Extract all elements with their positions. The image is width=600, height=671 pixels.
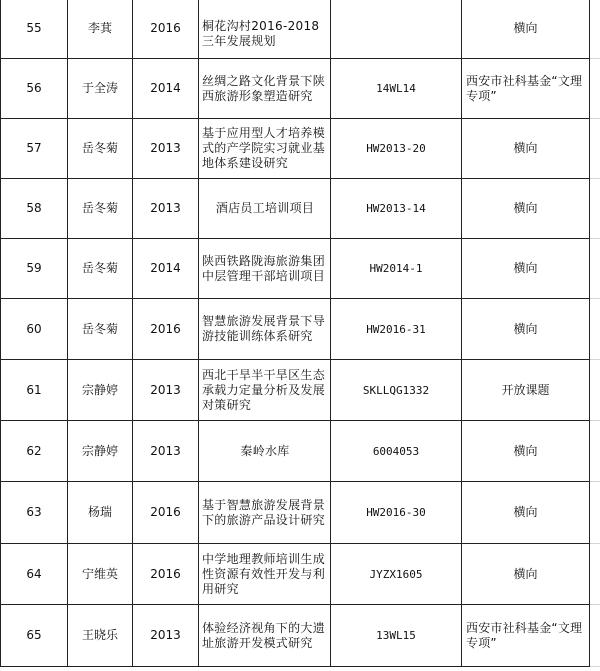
cell-project-title[interactable] — [199, 421, 331, 482]
cell-year[interactable]: 2013 — [133, 360, 199, 421]
cell-source[interactable]: 横向 — [462, 299, 590, 360]
table-row[interactable] — [1, 360, 600, 421]
cell-year[interactable]: 2016 — [133, 482, 199, 544]
table-row[interactable] — [1, 421, 600, 482]
project-title-text: 基于应用型人才培养模式的产学院实习就业基地体系建设研究 — [202, 126, 326, 170]
project-title-text: 中学地理教师培训生成性资源有效性开发与利用研究 — [202, 551, 326, 596]
cell-name[interactable]: 岳冬菊 — [68, 299, 133, 360]
cell-year[interactable]: 2013 — [133, 179, 199, 239]
cell-number[interactable]: 63 — [1, 482, 68, 544]
cell-year[interactable]: 2016 — [133, 544, 199, 605]
cell-number[interactable]: 58 — [1, 179, 68, 239]
cell-project-code[interactable]: SKLLQG1332 — [331, 360, 462, 421]
cell-number[interactable]: 62 — [1, 421, 68, 482]
cell-source[interactable]: 横向 — [462, 0, 590, 59]
cell-year[interactable]: 2013 — [133, 421, 199, 482]
cell-year[interactable]: 2014 — [133, 239, 199, 299]
cell-source[interactable]: 横向 — [462, 544, 590, 605]
cell-project-code[interactable]: HW2013-20 — [331, 119, 462, 179]
cell-name[interactable]: 岳冬菊 — [68, 179, 133, 239]
cell-project-title[interactable] — [199, 239, 331, 299]
cell-source[interactable]: 开放课题 — [462, 360, 590, 421]
cell-name[interactable]: 岳冬菊 — [68, 239, 133, 299]
cell-empty[interactable] — [590, 119, 600, 179]
cell-name[interactable]: 宗静婷 — [68, 360, 133, 421]
cell-empty[interactable] — [590, 0, 600, 59]
cell-project-code[interactable]: HW2016-30 — [331, 482, 462, 544]
project-title-text: 酒店员工培训项目 — [215, 201, 315, 215]
cell-project-title[interactable] — [199, 0, 331, 59]
cell-number[interactable]: 60 — [1, 299, 68, 360]
cell-empty[interactable] — [590, 59, 600, 119]
cell-project-title[interactable] — [199, 59, 331, 119]
cell-source[interactable]: 横向 — [462, 239, 590, 299]
project-title-text: 基于智慧旅游发展背景下的旅游产品设计研究 — [202, 497, 326, 527]
cell-empty[interactable] — [590, 299, 600, 360]
table-row[interactable] — [1, 0, 600, 59]
project-title-text: 智慧旅游发展背景下导游技能训练体系研究 — [202, 314, 326, 343]
cell-project-code[interactable]: HW2013-14 — [331, 179, 462, 239]
cell-name[interactable]: 王晓乐 — [68, 605, 133, 667]
cell-empty[interactable] — [590, 544, 600, 605]
cell-project-code[interactable] — [331, 0, 462, 59]
cell-name[interactable]: 杨瑞 — [68, 482, 133, 544]
cell-project-code[interactable]: 6004053 — [331, 421, 462, 482]
table-row[interactable] — [1, 482, 600, 544]
table-row[interactable] — [1, 299, 600, 360]
cell-project-title[interactable] — [199, 544, 331, 605]
cell-project-code[interactable]: JYZX1605 — [331, 544, 462, 605]
table-row[interactable] — [1, 179, 600, 239]
table-body — [1, 0, 600, 667]
cell-project-title[interactable] — [199, 605, 331, 667]
project-title-text: 体验经济视角下的大遗址旅游开发模式研究 — [202, 620, 326, 650]
cell-number[interactable]: 55 — [1, 0, 68, 59]
cell-number[interactable]: 59 — [1, 239, 68, 299]
table-row[interactable] — [1, 119, 600, 179]
project-title-text: 丝绸之路文化背景下陕西旅游形象塑造研究 — [202, 73, 326, 103]
cell-project-title[interactable] — [199, 299, 331, 360]
cell-number[interactable]: 57 — [1, 119, 68, 179]
table-row[interactable] — [1, 239, 600, 299]
cell-project-title[interactable] — [199, 179, 331, 239]
cell-number[interactable]: 56 — [1, 59, 68, 119]
table-row[interactable] — [1, 544, 600, 605]
cell-source[interactable]: 西安市社科基金“文理专项” — [462, 605, 590, 667]
cell-year[interactable]: 2016 — [133, 299, 199, 360]
cell-empty[interactable] — [590, 360, 600, 421]
cell-name[interactable]: 岳冬菊 — [68, 119, 133, 179]
cell-empty[interactable] — [590, 421, 600, 482]
cell-year[interactable]: 2013 — [133, 119, 199, 179]
cell-project-code[interactable]: 13WL15 — [331, 605, 462, 667]
cell-source[interactable]: 横向 — [462, 421, 590, 482]
cell-project-title[interactable] — [199, 119, 331, 179]
cell-name[interactable]: 李萁 — [68, 0, 133, 59]
cell-year[interactable]: 2016 — [133, 0, 199, 59]
cell-source[interactable]: 西安市社科基金“文理专项” — [462, 59, 590, 119]
cell-empty[interactable] — [590, 605, 600, 667]
cell-empty[interactable] — [590, 239, 600, 299]
cell-source[interactable]: 横向 — [462, 119, 590, 179]
project-title-text: 桐花沟村2016-2018三年发展规划 — [202, 19, 320, 48]
cell-year[interactable]: 2013 — [133, 605, 199, 667]
cell-name[interactable]: 宁维英 — [68, 544, 133, 605]
cell-project-code[interactable]: HW2014-1 — [331, 239, 462, 299]
cell-year[interactable]: 2014 — [133, 59, 199, 119]
project-title-text: 秦岭水库 — [240, 443, 290, 458]
table-row[interactable] — [1, 59, 600, 119]
cell-source[interactable]: 横向 — [462, 179, 590, 239]
cell-number[interactable]: 64 — [1, 544, 68, 605]
cell-project-title[interactable] — [199, 482, 331, 544]
project-title-text: 西北干旱半干旱区生态承载力定量分析及发展对策研究 — [202, 367, 326, 412]
cell-empty[interactable] — [590, 482, 600, 544]
cell-project-code[interactable]: HW2016-31 — [331, 299, 462, 360]
table-row[interactable] — [1, 605, 600, 667]
cell-name[interactable]: 宗静婷 — [68, 421, 133, 482]
cell-number[interactable]: 65 — [1, 605, 68, 667]
cell-source[interactable]: 横向 — [462, 482, 590, 544]
cell-empty[interactable] — [590, 179, 600, 239]
project-title-text: 陕西铁路陇海旅游集团中层管理干部培训项目 — [202, 253, 326, 283]
cell-number[interactable]: 61 — [1, 360, 68, 421]
cell-name[interactable]: 于全涛 — [68, 59, 133, 119]
cell-project-code[interactable]: 14WL14 — [331, 59, 462, 119]
cell-project-title[interactable] — [199, 360, 331, 421]
